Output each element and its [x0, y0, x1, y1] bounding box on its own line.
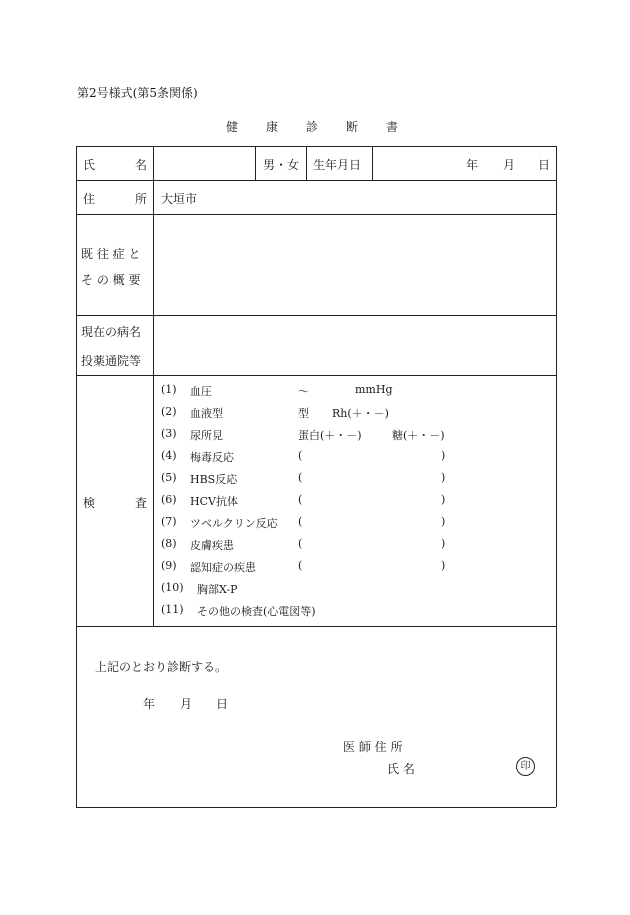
seal-icon: 印: [516, 757, 535, 776]
title-char: 診: [306, 120, 319, 134]
current-field[interactable]: [156, 317, 554, 373]
table-border: [76, 146, 77, 807]
exam-field-close: ): [441, 515, 446, 528]
table-border: [76, 807, 556, 808]
form-number: 第2号様式(第5条関係): [77, 86, 198, 100]
current-label: 投薬通院等: [81, 354, 142, 368]
address-value[interactable]: 大垣市: [161, 192, 198, 206]
title-char: 書: [386, 120, 399, 134]
exam-field-close: ): [441, 493, 446, 506]
exam-name: HCV抗体: [190, 495, 238, 508]
column-divider: [153, 146, 154, 626]
exam-name: 血圧: [190, 385, 212, 398]
date-month-label: 月: [180, 697, 193, 711]
dob-label: 生年月日: [313, 158, 362, 172]
exam-name: その他の検査(心電図等): [197, 605, 316, 618]
column-divider: [255, 146, 256, 180]
exam-name: ツベルクリン反応: [190, 517, 278, 530]
exam-field-open[interactable]: (: [298, 559, 303, 572]
exam-number: (10): [161, 581, 184, 594]
exam-number: (9): [161, 559, 177, 572]
exam-name: HBS反応: [190, 473, 238, 486]
row-divider: [76, 375, 556, 376]
exam-number: (4): [161, 449, 177, 462]
current-label: 現在の病名: [81, 325, 142, 339]
exam-number: (2): [161, 405, 177, 418]
exam-field-close: ): [441, 559, 446, 572]
exam-name: 皮膚疾患: [190, 539, 234, 552]
exam-number: (11): [161, 603, 184, 616]
exam-field[interactable]: 蛋白(＋・－): [298, 429, 362, 442]
history-label: 既 往 症 と: [81, 247, 141, 261]
row-divider: [76, 315, 556, 316]
exam-unit: mmHg: [355, 383, 393, 396]
exam-name: 尿所見: [190, 429, 223, 442]
table-border: [76, 146, 556, 147]
exam-field-open[interactable]: (: [298, 471, 303, 484]
exam-number: (3): [161, 427, 177, 440]
row-divider: [76, 214, 556, 215]
exam-number: (7): [161, 515, 177, 528]
dob-month-label: 月: [503, 158, 516, 172]
exam-number: (6): [161, 493, 177, 506]
title-char: 断: [346, 120, 359, 134]
doctor-address-label: 医 師 住 所: [343, 740, 403, 754]
exam-field-close: ): [441, 471, 446, 484]
exam-field[interactable]: 糖(＋・－): [392, 429, 445, 442]
exam-label: 検: [83, 496, 96, 510]
exam-number: (1): [161, 383, 177, 396]
row-divider: [76, 626, 556, 627]
history-field[interactable]: [156, 216, 554, 313]
address-label: 所: [135, 192, 148, 206]
history-label: そ の 概 要: [81, 273, 141, 287]
name-field[interactable]: [156, 148, 253, 178]
table-border: [556, 146, 557, 807]
dob-field[interactable]: [375, 148, 554, 178]
exam-label: 査: [135, 496, 148, 510]
exam-field-open[interactable]: (: [298, 449, 303, 462]
date-year-label: 年: [143, 697, 156, 711]
date-day-label: 日: [216, 697, 229, 711]
exam-field-open[interactable]: (: [298, 515, 303, 528]
column-divider: [306, 146, 307, 180]
dob-year-label: 年: [466, 158, 479, 172]
address-label: 住: [83, 192, 96, 206]
dob-day-label: 日: [538, 158, 551, 172]
exam-number: (5): [161, 471, 177, 484]
exam-field[interactable]: 〜: [298, 385, 309, 398]
name-label: 名: [135, 158, 148, 172]
column-divider: [372, 146, 373, 180]
exam-name: 認知症の疾患: [190, 561, 256, 574]
exam-number: (8): [161, 537, 177, 550]
doctor-name-label: 氏 名: [387, 762, 415, 776]
exam-name: 血液型: [190, 407, 223, 420]
diagnosis-statement: 上記のとおり診断する。: [95, 660, 228, 674]
exam-field-close: ): [441, 449, 446, 462]
exam-field[interactable]: Rh(＋・－): [332, 407, 389, 420]
exam-field[interactable]: 型: [298, 407, 309, 420]
exam-field-close: ): [441, 537, 446, 550]
exam-field-open[interactable]: (: [298, 537, 303, 550]
exam-field-open[interactable]: (: [298, 493, 303, 506]
title-char: 健: [226, 120, 239, 134]
sex-options[interactable]: 男・女: [263, 158, 300, 172]
exam-name: 胸部X-P: [197, 583, 238, 596]
title-char: 康: [266, 120, 279, 134]
name-label: 氏: [83, 158, 96, 172]
exam-name: 梅毒反応: [190, 451, 234, 464]
row-divider: [76, 180, 556, 181]
